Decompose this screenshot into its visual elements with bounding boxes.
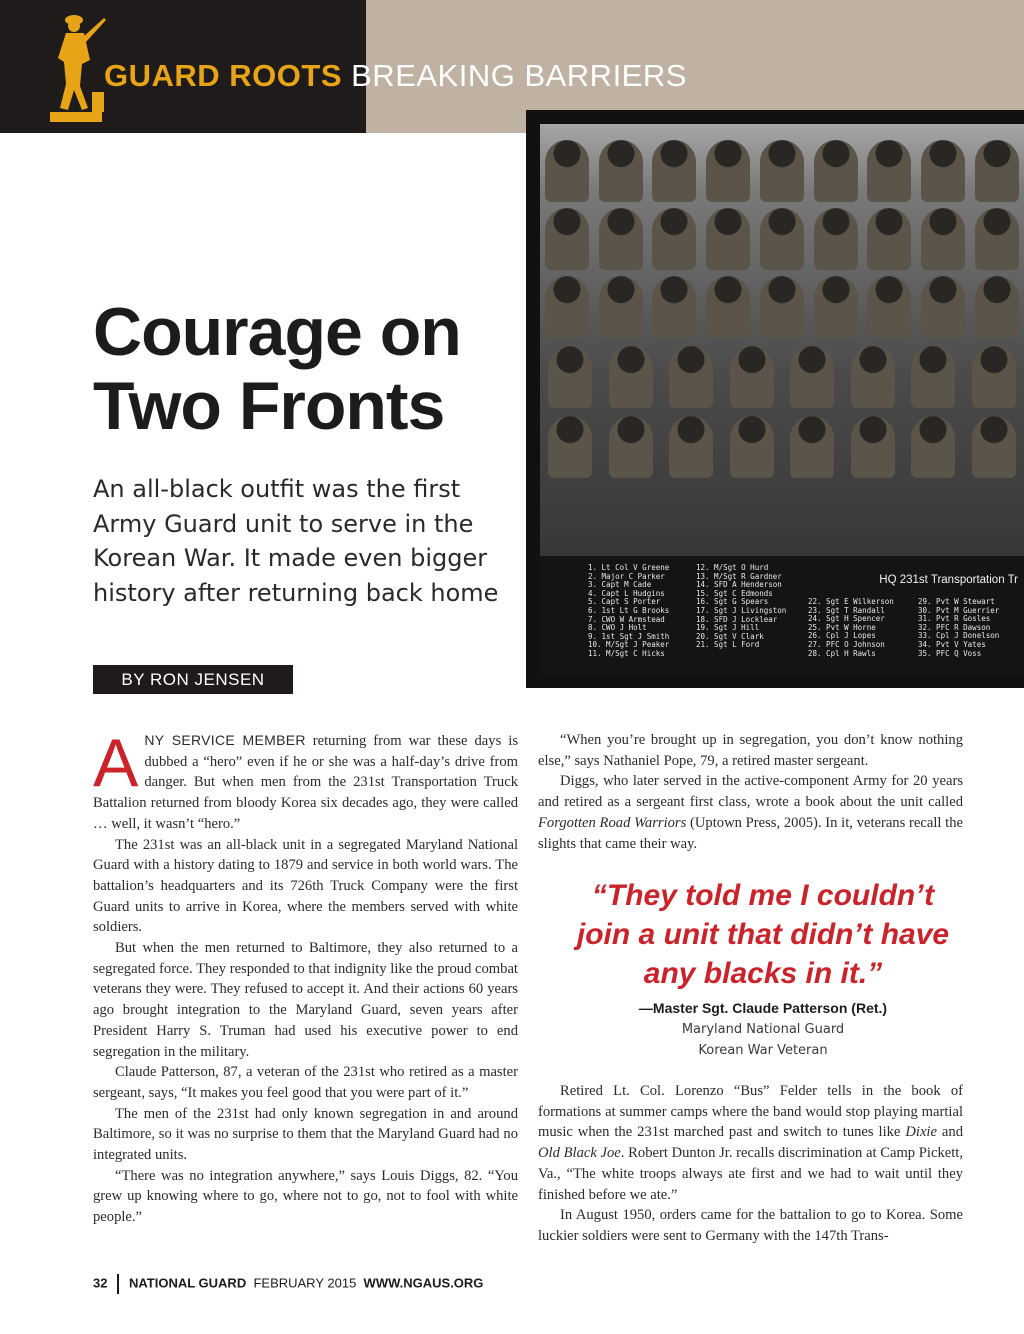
photo-row bbox=[540, 208, 1024, 270]
body-column-right-bottom bbox=[538, 1081, 963, 1247]
paragraph: “There was no integration anywhere,” says Louis Diggs, 82. “You grew up knowing where to go, where not to go, not to fool with white people.” bbox=[93, 1167, 518, 1226]
photo-row bbox=[540, 416, 1024, 478]
magazine-name: NATIONAL GUARD bbox=[128, 1275, 247, 1291]
paragraph: Diggs, who later served in the active-component Army for 20 years and retired as a sergeant first class, wrote a book about the unit called Forgotten Road Warriors (Uptown Press, 2005). In it, veterans recall the slights that came their way. bbox=[538, 773, 963, 852]
title-line: Courage on bbox=[93, 294, 461, 370]
title-line: Two Fronts bbox=[93, 368, 445, 444]
caption-column: 29. Pvt W Stewart 30. Pvt M Guerrier 31. Pvt R Gosles 32. PFC R Dawson 33. Cpl J Donelson 34. Pvt V Yates 35. PFC Q Voss bbox=[918, 597, 1000, 658]
caption-column: 1. Lt Col V Greene 2. Major C Parker 3. Capt M Cade 4. Capt L Hudgins 5. Capt S Porter 6. 1st Lt G Brooks 7. CWO W Armstead 8. CWO J Holt 9. 1st Sgt J Smith 10. M/Sgt J Peaker 11. M/Sgt C Hicks bbox=[588, 563, 670, 658]
article-title bbox=[93, 295, 461, 443]
paragraph: Retired Lt. Col. Lorenzo “Bus” Felder tells in the book of formations at summer camps where the band would stop playing martial music when the 231st marched past and switch to tunes like Dixie and Old Black Joe. Robert Dunton Jr. recalls discrimination at Camp Pickett, Va., “The white troops always ate first and we had to wait until they finished before we ate.” bbox=[538, 1083, 963, 1203]
paragraph: The 231st was an all-black unit in a segregated Maryland National Guard with a history dating to 1879 and service in both world wars. The battalion’s headquarters and its 726th Truck Company were the first Guard units to arrive in Korea, where the members served with white soldiers. bbox=[93, 836, 518, 936]
body-column-left bbox=[93, 725, 518, 1228]
song-title: Dixie bbox=[905, 1124, 937, 1141]
page-number: 32 bbox=[93, 1275, 108, 1291]
section-topic: BREAKING BARRIERS bbox=[351, 58, 687, 93]
paragraph: “When you’re brought up in segregation, you don’t know nothing else,” says Nathaniel Pope, 79, a retired master sergeant. bbox=[538, 732, 963, 769]
pull-quote-role: Korean War Veteran bbox=[698, 1043, 828, 1058]
page-footer bbox=[93, 1274, 483, 1294]
body-column-right-top bbox=[538, 730, 963, 854]
photo-row bbox=[540, 140, 1024, 202]
caption-column: 12. M/Sgt O Hurd 13. M/Sgt R Gardner 14. SFD A Henderson 15. Sgt C Edmonds 16. Sgt G Spears 17. Sgt J Livingston 18. SFD J Locklear 19. Sgt J Hill 20. Sgt V Clark 21. Sgt L Ford bbox=[696, 563, 787, 650]
section-header bbox=[104, 58, 687, 94]
pull-quote-attribution: —Master Sgt. Claude Patterson (Ret.) bbox=[638, 1000, 888, 1016]
paragraph: Claude Patterson, 87, a veteran of the 231st who retired as a master sergeant, says, “It makes you feel good that you were part of it.” bbox=[93, 1064, 518, 1101]
byline: BY RON JENSEN bbox=[93, 665, 293, 694]
section-name: GUARD ROOTS bbox=[104, 58, 342, 93]
paragraph: The men of the 231st had only known segregation in and around Baltimore, so it was no surprise to them that the Maryland Guard had no integrated units. bbox=[93, 1105, 518, 1164]
issue-date: FEBRUARY 2015 bbox=[253, 1275, 357, 1291]
photo-unit-title: HQ 231st Transportation Tr bbox=[879, 574, 1018, 586]
website-link[interactable]: WWW.NGAUS.ORG bbox=[363, 1275, 484, 1291]
book-title: Forgotten Road Warriors bbox=[538, 814, 687, 831]
pull-quote: “They told me I couldn’t join a unit that didn’t have any blacks in it.” bbox=[576, 879, 950, 990]
photo-row bbox=[540, 276, 1024, 338]
paragraph: But when the men returned to Baltimore, they also returned to a segregated force. They responded to that indignity like the proud combat veterans they were. They refused to accept it. And their actions 60 years ago brought integration to the Maryland Guard, seven years after President Harry S. Truman had used his executive power to end segregation in the military. bbox=[93, 940, 518, 1060]
caption-column: 22. Sgt E Wilkerson 23. Sgt T Randall 24. Sgt H Spencer 25. Pvt W Horne 26. Cpl J Lopes 27. PFC O Johnson 28. Cpl H Rawls bbox=[808, 597, 894, 658]
photo-image bbox=[540, 124, 1024, 674]
paragraph: In August 1950, orders came for the battalion to go to Korea. Some luckier soldiers were sent to Germany with the 147th Trans- bbox=[538, 1207, 963, 1244]
article-deck: An all-black outfit was the first Army Guard unit to serve in the Korean War. It made even bigger history after returning back home bbox=[93, 475, 499, 607]
footer-divider bbox=[117, 1274, 119, 1294]
group-photo bbox=[526, 110, 1024, 688]
song-title: Old Black Joe bbox=[538, 1145, 621, 1162]
pull-quote-affiliation: Maryland National Guard bbox=[681, 1022, 845, 1037]
drop-cap: A bbox=[93, 725, 139, 801]
paragraph: ANY SERVICE MEMBER returning from war these days is dubbed a “hero” even if he or she was a half-day’s drive from danger. But when men from the 231st Transportation Truck Battalion returned from bloody Korea six decades ago, they were called … well, it wasn’t “hero.” bbox=[93, 725, 518, 832]
photo-row bbox=[540, 346, 1024, 408]
lead-in: NY SERVICE MEMBER bbox=[144, 732, 306, 748]
photo-caption bbox=[540, 556, 1024, 674]
